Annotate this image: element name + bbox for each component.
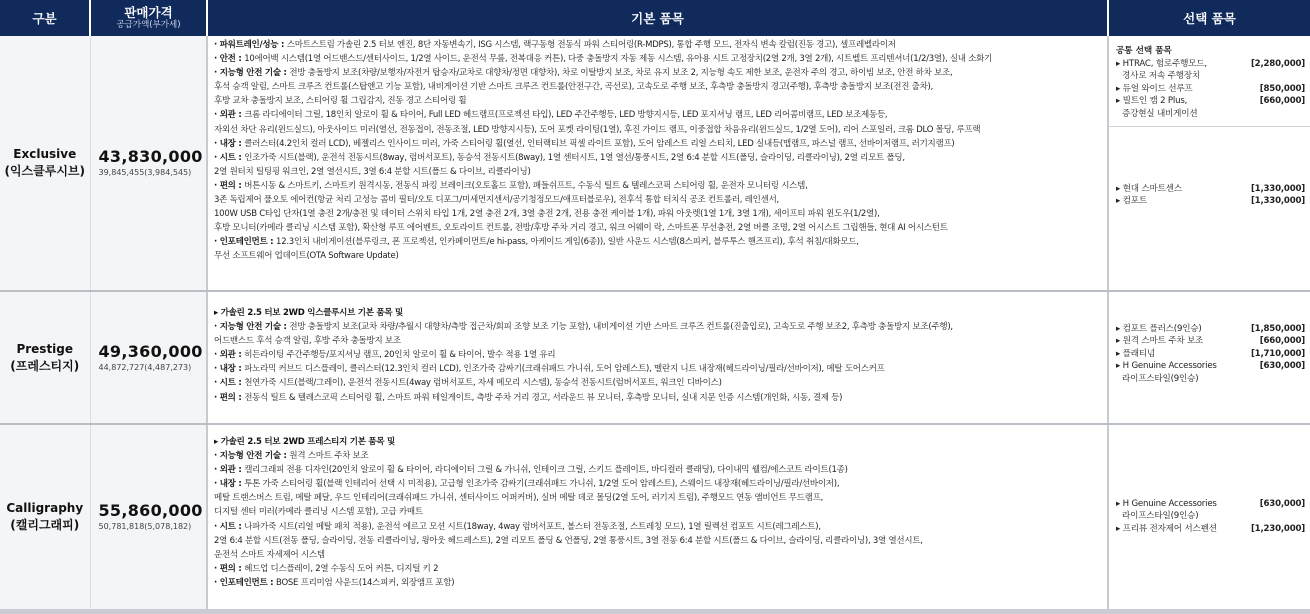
option-price: [1,850,000]: [1250, 324, 1305, 334]
header-option-items: 선택 품목: [1108, 0, 1310, 36]
basic-items-cell: [207, 36, 1108, 291]
item-category: · 시트 :: [214, 521, 245, 532]
option-list: [1116, 292, 1305, 385]
item-text: 크롬 라디에이터 그릴, 18인치 알로이 휠 & 타이어, Full LED 헤드램프(프로젝션 타입), LED 주간주행등, LED 방향지시등, LED 포지셔닝 램프, LED 리어콤비램프, LED 보조제동등,: [244, 110, 888, 121]
item-line: [214, 235, 1107, 249]
option-name-continued: 증강현실 내비게이션: [1122, 108, 1198, 119]
option-price: [630,000]: [1259, 499, 1305, 509]
option-price: [1,710,000]: [1250, 348, 1305, 359]
option-items-cell: [1108, 291, 1310, 424]
price-cell: [90, 424, 207, 611]
item-text: 운전석 스마트 자세제어 시스템: [214, 549, 325, 560]
item-category: · 인포테인먼트 :: [214, 577, 277, 588]
header-price-label: 판매가격: [124, 5, 173, 20]
item-text: 버튼시동 & 스마트키, 스마트키 원격시동, 전동식 파킹 브레이크(오토홀드 포함), 패들쉬프트, 수동식 틸트 & 텔레스코픽 스티어링 휠, 운전자 모니터링 시스템,: [244, 180, 808, 191]
item-category: · 내장 :: [214, 364, 245, 375]
item-line: [214, 477, 1107, 491]
item-line: [214, 151, 1107, 165]
item-text: 후방 모니터(카메라 클리닝 시스템 포함), 확산형 루프 에어벤트, 오토라이트 컨트롤, 전방/후방 주차 거리 경고, 워크 어웨이 락, 스마트폰 무선충전, 2열 버클 조명, 2열 어시스트 그립핸들, 현대 AI 어시스턴트: [214, 223, 948, 234]
basic-items-cell: [207, 424, 1108, 611]
item-category: ▸ 가솔린 2.5 터보 2WD 프레스티지 기본 품목 및: [214, 437, 396, 447]
item-line: [214, 165, 1107, 179]
item-text: 후석 승객 알림, 스마트 크루즈 컨트롤(스탑앤고 기능 포함), 내비게이션 기반 스마트 크루즈 컨트롤(안전구간, 곡선로), 고속도로 주행 보조, 후측방 충돌방지 경고(주행), 후측방 충돌방지 보조(전진 출차),: [214, 82, 934, 93]
item-line: [214, 320, 1107, 334]
option-list: [1116, 58, 1305, 120]
item-text: 전방 충돌방지 보조(교차 차량/추월시 대향차/측방 접근차/회피 조향 보조 기능 포함), 내비게이션 기반 스마트 크루즈 컨트롤(진출입로), 고속도로 주행 보조2, 후측방 충돌방지 보조(주행),: [289, 322, 953, 333]
option-name: ▸ 현대 스마트센스: [1116, 184, 1182, 195]
trim-cell: [0, 291, 90, 424]
option-item: [1116, 83, 1305, 95]
header-basic-items: 기본 품목: [207, 0, 1108, 36]
option-item: [1116, 183, 1305, 195]
table-header: [0, 0, 1310, 36]
basic-items-cell: [207, 291, 1108, 424]
supply-price: 39,845,455(3,984,545): [98, 168, 192, 177]
trim-name-ko: (익스클루시브): [4, 164, 86, 178]
item-text: 2열 원터치 틸팅핑 워크인, 2열 열선시트, 3열 6:4 분할 시트(폴드 & 다이브, 리클라이닝): [214, 166, 531, 177]
item-text: 12.3인치 내비게이션(블루링크, 폰 프로젝션, 인카페이먼트/e hi-pass, 아케이드 게임(6종)), 일반 사운드 시스템(8스피커, 블루투스 핸즈프리), 후석 취침/대화모드,: [276, 237, 859, 248]
item-category: · 편의 :: [214, 180, 245, 191]
item-category: · 시트 :: [214, 378, 245, 389]
option-list: [1116, 425, 1305, 535]
item-category: · 시트 :: [214, 152, 245, 163]
item-category: ▸ 가솔린 2.5 터보 2WD 익스클루시브 기본 품목 및: [214, 308, 403, 318]
item-line: [214, 94, 1107, 108]
option-item: [1116, 58, 1305, 70]
item-text: 100W USB C타입 단자(1열 충전 2개/충전 및 데이터 스위치 타입 1개, 2열 충전 2개, 3열 충전 2개, 전용 충전 케이블 1개), 파워 아웃렛(1열 1개, 3열 1개), 세이프티 파워 윈도우(1/2열),: [214, 209, 880, 220]
item-line: [214, 534, 1107, 548]
sale-price: 43,830,000: [98, 147, 203, 166]
item-line: [214, 123, 1107, 137]
item-line: [214, 449, 1107, 463]
item-category: · 지능형 안전 기술 :: [214, 322, 290, 333]
option-item: [1116, 360, 1305, 372]
item-line: [214, 348, 1107, 362]
row-calligraphy: [0, 424, 1310, 611]
option-name: ▸ 프리뷰 전자제어 서스펜션: [1116, 523, 1217, 534]
item-line: [214, 334, 1107, 348]
option-item: [1116, 335, 1305, 347]
option-item: [1116, 95, 1305, 107]
item-line: [214, 520, 1107, 534]
item-text: 클러스터(4.2인치 컬러 LCD), 베젤리스 인사이드 미러, 가죽 스티어링 휠(열선, 인터랙티브 픽셀 라이트 포함), 도어 암레스트 리얼 스티치, LED 실내등(맵램프, 파스널 램프, 선바이저램프, 러기지램프): [244, 138, 955, 149]
option-name-continued: 라이프스타일(9인승): [1122, 511, 1199, 522]
item-text: 메탈 트랜스버스 트림, 메탈 페달, 우드 인테리어(크래쉬패드 가니쉬, 센터사이드 어퍼커버), 실버 메탈 데코 몰딩(2열 도어, 러기지 트림), 주행모드 연동 앰비언트 무드램프,: [214, 493, 824, 504]
item-text: 무선 소프트웨어 업데이트(OTA Software Update): [214, 251, 399, 262]
option-name-continued: 경사로 저속 주행장치: [1122, 71, 1200, 82]
option-items-cell: [1108, 424, 1310, 611]
item-category: · 편의 :: [214, 563, 245, 574]
item-line: [214, 391, 1107, 405]
item-line: [214, 376, 1107, 390]
item-category: · 편의 :: [214, 392, 245, 403]
item-line: [214, 576, 1107, 590]
item-text: 투톤 가죽 스티어링 휠(블랙 인테리어 선택 시 미적용), 고급형 인조가죽 감싸기(크래쉬패드 가니쉬, 1/2열 도어 암레스트), 스웨이드 내장재(헤드라이닝/필라/선바이저),: [244, 479, 840, 490]
option-name: ▸ 컴포트 플러스(9인승): [1116, 324, 1202, 334]
option-name: ▸ 컴포트: [1116, 196, 1147, 207]
item-text: 어드밴스드 후석 승객 알림, 후방 주차 충돌방지 보조: [214, 336, 401, 347]
option-name-continued: 라이프스타일(9인승): [1122, 373, 1199, 384]
option-items-cell: [1108, 36, 1310, 291]
item-text: 히든라이팅 주간주행등/포지셔닝 램프, 20인치 알로이 휠 & 타이어, 발수 적용 1열 유리: [244, 350, 556, 361]
item-line: [214, 108, 1107, 122]
item-line: [214, 66, 1107, 80]
item-line: [214, 38, 1107, 52]
option-item: [1116, 323, 1305, 335]
item-line: [214, 491, 1107, 505]
option-item: [1116, 195, 1305, 207]
common-options-heading: 공통 선택 품목: [1116, 46, 1172, 56]
item-line: [214, 505, 1107, 519]
row-exclusive: [0, 36, 1310, 291]
trim-name-en: Exclusive: [13, 147, 77, 161]
item-line: [214, 137, 1107, 151]
item-text: 3존 독립제어 풀오토 에어컨(항균 처리 고성능 콤비 필터/오토 디포그/미세먼지센서/공기청정모드/애프터블로우), 전후석 통합 터치식 공조 컨트롤러, 레인센서,: [214, 195, 779, 206]
option-price: [630,000]: [1259, 361, 1305, 372]
item-text: 원격 스마트 주차 보조: [289, 451, 369, 462]
item-line: [214, 562, 1107, 576]
option-item: [1116, 498, 1305, 510]
item-text: 전방 충돌방지 보조(차량/보행자/자전거 탑승자/교차로 대향차/정면 대향차), 차로 이탈방지 보조, 차로 유지 보조 2, 지능형 속도 제한 보조, 운전자 주의 경고, 하이빔 보조, 안전 하차 보조,: [289, 68, 953, 79]
item-text: 후방 교차 충돌방지 보조, 스티어링 휠 그립감지, 진동 경고 스티어링 휠: [214, 96, 467, 107]
option-price: [1,330,000]: [1250, 196, 1305, 207]
item-line: [214, 193, 1107, 207]
item-text: 캘리그래피 전용 디자인(20인치 알로이 휠 & 타이어, 라디에이터 그릴 & 가니쉬, 인테이크 그릴, 스키드 플레이트, 바디컬러 클래딩), 다이내믹 웰컴/에스코트 라이트(1종): [244, 465, 848, 476]
price-cell: [90, 36, 207, 291]
item-text: 천연가죽 시트(블랙/그레이), 운전석 전동시트(4way 럼버서포트, 자세 메모리 시스템), 동승석 전동시트(럼버서포트, 워크인 디바이스): [244, 378, 722, 389]
trim-cell: [0, 36, 90, 291]
trim-name-ko: (프레스티지): [10, 358, 80, 373]
item-category: · 안전 :: [214, 54, 245, 65]
option-price: [2,280,000]: [1250, 59, 1305, 69]
item-line: [214, 179, 1107, 193]
item-text: 전동식 틸트 & 텔레스코픽 스티어링 휠, 스마트 파워 테일게이트, 측방 주차 거리 경고, 서라운드 뷰 모니터, 후측방 모니터, 실내 지문 인증 시스템(개인화, 시동, 결제 등): [244, 392, 843, 403]
option-item: [1116, 523, 1305, 535]
sale-price: 49,360,000: [98, 341, 203, 361]
price-cell: [90, 291, 207, 424]
option-name: ▸ H Genuine Accessories: [1116, 361, 1217, 372]
header-price-sub: 공급가액(부가세): [116, 20, 181, 30]
trim-name-ko: (캘리그래피): [10, 517, 80, 532]
item-line: [214, 80, 1107, 94]
supply-price: 50,781,818(5,078,182): [98, 521, 192, 531]
item-category: · 지능형 안전 기술 :: [214, 451, 290, 462]
option-list: [1116, 127, 1305, 208]
option-name: ▸ 원격 스마트 주차 보조: [1116, 336, 1204, 347]
item-line: [214, 249, 1107, 263]
item-category: · 외관 :: [214, 465, 245, 476]
item-text: 스마트스트림 가솔린 2.5 터보 엔진, 8단 자동변속기, ISG 시스템, 랙구동형 전동식 파워 스티어링(R-MDPS), 통합 주행 모드, 전자식 변속 칼럼(진동 경고), 셀프레벨라이저: [286, 40, 896, 50]
option-item: [1116, 348, 1305, 360]
trim-cell: [0, 424, 90, 611]
option-price: [660,000]: [1259, 336, 1305, 347]
trim-name-en: Calligraphy: [6, 500, 84, 515]
item-text: 10에어백 시스템(1열 어드밴스드/센터사이드, 1/2열 사이드, 운전석 무릎, 전복대응 커튼), 다중 충돌방지 자동 제동 시스템, 유아용 시트 고정장치(2열 2개, 3열 2개), 시트벨트 프리텐셔너(1/2/3열), 실내 소화기: [244, 54, 993, 65]
item-text: BOSE 프리미엄 사운드(14스피커, 외장앰프 포함): [276, 577, 455, 588]
item-line: [214, 52, 1107, 66]
common-options-block: [1109, 36, 1310, 127]
item-line: [214, 207, 1107, 221]
item-category: · 외관 :: [214, 110, 245, 121]
item-text: 헤드업 디스플레이, 2열 수동식 도어 커튼, 디지털 키 2: [244, 563, 439, 574]
option-name: ▸ HTRAC, 험로주행모드,: [1116, 59, 1207, 69]
item-text: 파노라믹 커브드 디스플레이, 클러스터(12.3인치 컬러 LCD), 인조가죽 감싸기(크래쉬패드 가니쉬, 도어 암레스트), 멜란지 니트 내장재(헤드라이닝/필라/선바이저), 메탈 도어스커프: [244, 364, 885, 375]
item-line: [214, 306, 1107, 320]
supply-price: 44,872,727(4,487,273): [98, 362, 192, 372]
item-text: 자외선 차단 유리(윈드실드), 아웃사이드 미러(열선, 전동접이, 전동조절, LED 방향지시등), 도어 포켓 라이팅(1열), 후진 가이드 램프, 이중접합 차음유리(윈드실드, 1/2열 도어), 리어 스포일러, 크롬 DLO 몰딩, 루프랙: [214, 124, 981, 135]
item-category: · 인포테인먼트 :: [214, 237, 277, 248]
option-price: [850,000]: [1259, 83, 1305, 94]
item-line: [214, 362, 1107, 376]
item-line: [214, 221, 1107, 235]
item-line: [214, 463, 1107, 477]
option-name: ▸ H Genuine Accessories: [1116, 499, 1217, 509]
option-price: [1,230,000]: [1250, 523, 1305, 534]
item-text: 나파가죽 시트(리얼 메탈 패치 적용), 운전석 에르고 모션 시트(18way, 4way 럼버서포트, 볼스터 전동조절, 스트레칭 모드), 1열 릴렉션 컴포트 시트(레그레스트),: [244, 521, 821, 532]
option-name: ▸ 플래티넘: [1116, 348, 1156, 359]
sale-price: 55,860,000: [98, 500, 203, 520]
option-price: [660,000]: [1259, 96, 1305, 107]
trim-name-en: Prestige: [16, 341, 74, 356]
item-category: · 지능형 안전 기술 :: [214, 68, 290, 79]
item-text: 디지털 센터 미러(카메라 클리닝 시스템 포함), 고급 카매트: [214, 507, 423, 518]
option-name: ▸ 빌트인 캠 2 Plus,: [1116, 96, 1188, 107]
item-line: [214, 435, 1107, 449]
header-price: [90, 0, 207, 36]
item-category: · 파워트레인/성능 :: [214, 40, 287, 50]
item-category: · 내장 :: [214, 138, 245, 149]
header-trim: 구분: [0, 0, 90, 36]
item-category: · 내장 :: [214, 479, 245, 490]
row-prestige: [0, 291, 1310, 424]
option-name: ▸ 듀얼 와이드 선루프: [1116, 83, 1193, 94]
item-text: 2열 6:4 분할 시트(전동 폴딩, 슬라이딩, 전동 리클라이닝, 윙아웃 헤드레스트), 2열 리모트 폴딩 & 언폴딩, 2열 통풍시트, 3열 전동 6:4 분할 시트(폴드 & 다이브, 슬라이딩, 리클라이닝), 3열 열선시트,: [214, 535, 923, 546]
item-text: 인조가죽 시트(블랙), 운전석 전동시트(8way, 럼버서포트), 동승석 전동시트(8way), 1열 센터시트, 1열 열선/통풍시트, 2열 6:4 분할 시트(폴딩, 슬라이딩, 리클라이닝), 2열 리모트 폴딩,: [244, 152, 905, 163]
item-line: [214, 548, 1107, 562]
option-price: [1,330,000]: [1250, 184, 1305, 195]
item-category: · 외관 :: [214, 350, 245, 361]
